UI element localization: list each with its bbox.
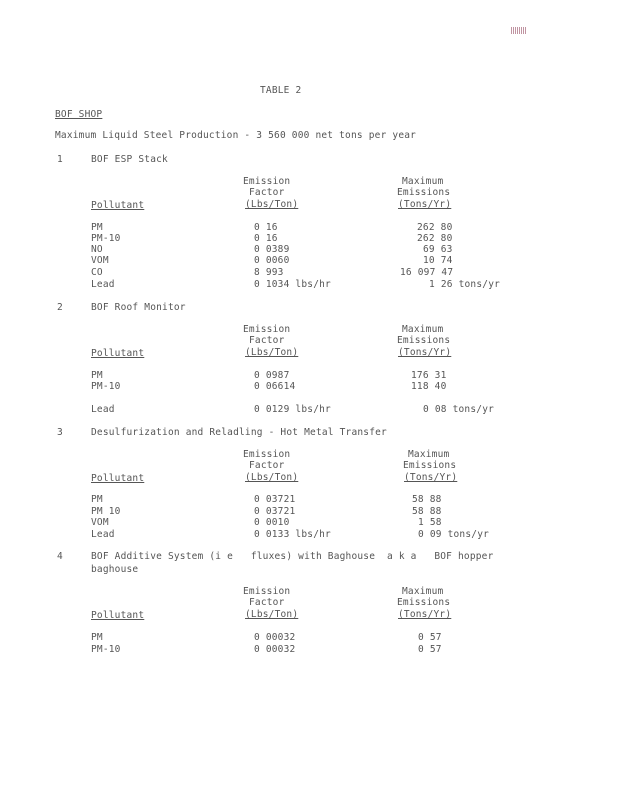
max-header-line2: Emissions [403,460,457,471]
max-header-line3: (Tons/Yr) [398,199,452,210]
pollutant-header: Pollutant [91,348,145,359]
max-cell: 0 08 tons/yr [423,404,495,415]
pollutant-cell: PM [91,632,103,643]
section-title: BOF Roof Monitor [91,302,186,313]
max-header-line1: Maximum [408,449,450,460]
max-cell: 0 57 [418,644,442,655]
max-cell: 0 09 tons/yr [418,529,490,540]
section-number: 4 [57,551,63,562]
factor-cell: 0 00032 [254,644,296,655]
max-cell: 16 097 47 [400,267,454,278]
pollutant-header: Pollutant [91,473,145,484]
max-cell: 176 31 [411,370,447,381]
max-header-line2: Emissions [397,335,451,346]
table-title: TABLE 2 [260,85,302,96]
pollutant-cell: NO [91,244,103,255]
section-title: BOF Additive System (i e fluxes) with Baghouse a k a BOF hopper [91,551,494,562]
max-header-line2: Emissions [397,187,451,198]
max-cell: 58 88 [412,506,442,517]
factor-cell: 8 993 [254,267,284,278]
factor-header-line3: (Lbs/Ton) [245,347,299,358]
pollutant-cell: Lead [91,529,115,540]
pollutant-cell: PM-10 [91,644,121,655]
factor-cell: 0 0133 lbs/hr [254,529,331,540]
factor-cell: 0 16 [254,222,278,233]
pollutant-cell: VOM [91,255,109,266]
max-header-line1: Maximum [402,586,444,597]
pollutant-header: Pollutant [91,610,145,621]
factor-cell: 0 0389 [254,244,290,255]
section-title: Desulfurization and Reladling - Hot Metal Transfer [91,427,387,438]
section-title: BOF ESP Stack [91,154,168,165]
max-cell: 262 80 [417,233,453,244]
factor-header-line1: Emission [243,586,291,597]
factor-cell: 0 03721 [254,506,296,517]
factor-cell: 0 00032 [254,632,296,643]
section-number: 2 [57,302,63,313]
pollutant-cell: CO [91,267,103,278]
section-title-continued: baghouse [91,564,139,575]
pollutant-cell: Lead [91,404,115,415]
factor-cell: 0 03721 [254,494,296,505]
max-cell: 1 58 [418,517,442,528]
pollutant-cell: PM [91,222,103,233]
factor-header-line2: Factor [249,460,285,471]
max-header-line2: Emissions [397,597,451,608]
section-number: 1 [57,154,63,165]
pollutant-cell: VOM [91,517,109,528]
factor-cell: 0 16 [254,233,278,244]
pollutant-cell: PM 10 [91,506,121,517]
section-number: 3 [57,427,63,438]
max-cell: 262 80 [417,222,453,233]
factor-header-line1: Emission [243,324,291,335]
max-header-line1: Maximum [402,176,444,187]
max-cell: 58 88 [412,494,442,505]
max-header-line3: (Tons/Yr) [398,347,452,358]
max-cell: 69 63 [423,244,453,255]
max-header-line3: (Tons/Yr) [398,609,452,620]
pollutant-cell: PM [91,370,103,381]
max-cell: 118 40 [411,381,447,392]
max-header-line3: (Tons/Yr) [404,472,458,483]
pollutant-header: Pollutant [91,200,145,211]
factor-header-line3: (Lbs/Ton) [245,472,299,483]
factor-header-line3: (Lbs/Ton) [245,609,299,620]
factor-header-line1: Emission [243,176,291,187]
factor-header-line3: (Lbs/Ton) [245,199,299,210]
pollutant-cell: PM-10 [91,381,121,392]
factor-cell: 0 0129 lbs/hr [254,404,331,415]
factor-cell: 0 0987 [254,370,290,381]
factor-header-line2: Factor [249,335,285,346]
pollutant-cell: PM-10 [91,233,121,244]
factor-cell: 0 0060 [254,255,290,266]
pollutant-cell: PM [91,494,103,505]
factor-header-line2: Factor [249,187,285,198]
factor-cell: 0 1034 lbs/hr [254,279,331,290]
factor-cell: 0 06614 [254,381,296,392]
max-cell: 1 26 tons/yr [429,279,501,290]
pollutant-cell: Lead [91,279,115,290]
factor-header-line1: Emission [243,449,291,460]
max-cell: 10 74 [423,255,453,266]
production-line: Maximum Liquid Steel Production - 3 560 000 net tons per year [55,130,417,141]
max-cell: 0 57 [418,632,442,643]
document-stamp [511,27,526,34]
section-heading: BOF SHOP [55,109,103,120]
max-header-line1: Maximum [402,324,444,335]
factor-header-line2: Factor [249,597,285,608]
factor-cell: 0 0010 [254,517,290,528]
